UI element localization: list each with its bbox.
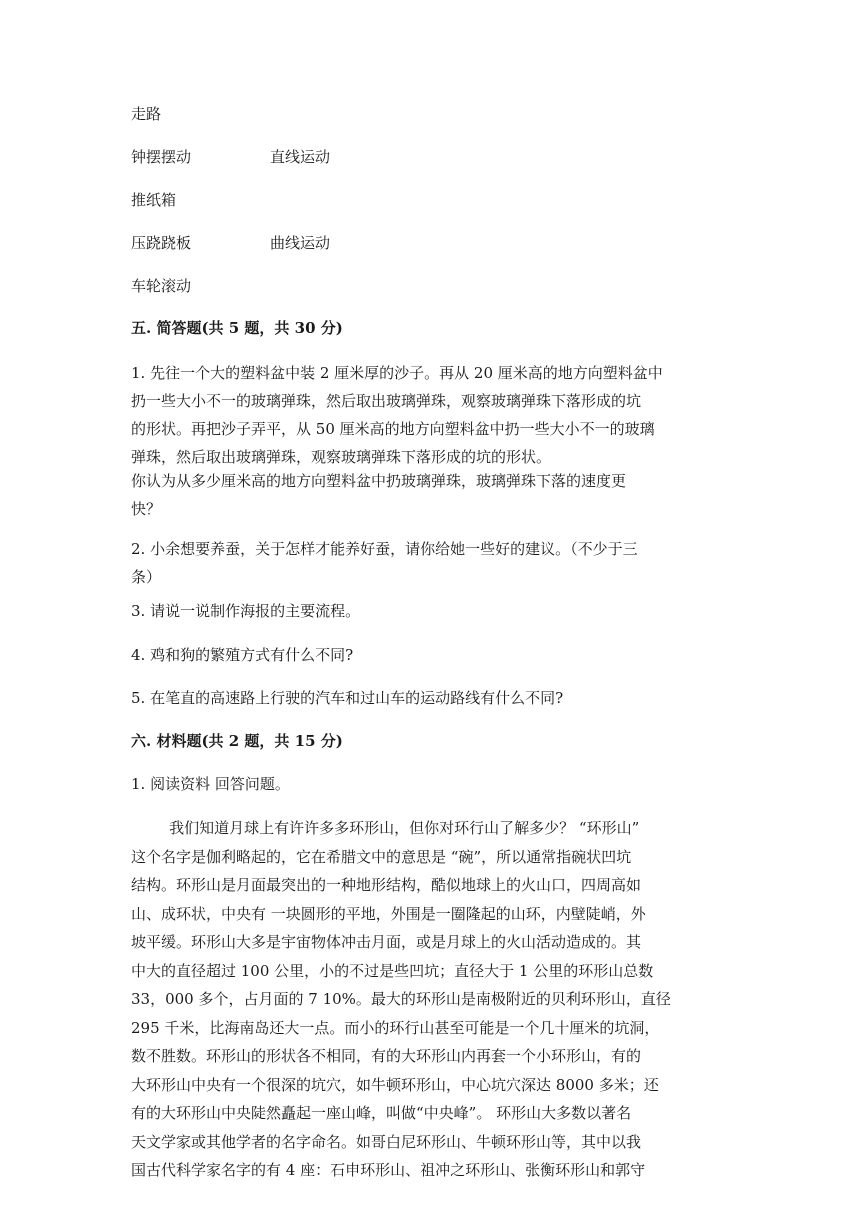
question-line: 的形状。再把沙子弄平，从 50 厘米高的地方向塑料盆中扔一些大小不一的玻璃 (131, 420, 655, 438)
question-line: 你认为从多少厘米高的地方向塑料盆中扔玻璃弹珠，玻璃弹珠下落的速度更 (131, 472, 627, 490)
passage-line: 大环形山中央有一个很深的坑穴，如牛顿环形山，中心坑穴深达 8000 多米；还 (131, 1075, 659, 1094)
passage-line: 有的大环形山中央陡然矗起一座山峰，叫做“中央峰”。 环形山大多数以著名 (131, 1104, 632, 1122)
question-2 (131, 535, 731, 591)
section-heading: 五. 简答题(共 5 题，共 30 分) (131, 319, 343, 337)
question-line: 弹珠，然后取出玻璃弹珠，观察玻璃弹珠下落形成的坑的形状。 (131, 448, 552, 466)
question-5: 5. 在笔直的高速路上行驶的汽车和过山车的运动路线有什么不同? (131, 689, 564, 707)
match-right-item: 直线运动 (270, 148, 331, 166)
question-line: 快？ (131, 500, 162, 518)
match-right-item: 曲线运动 (270, 234, 331, 252)
passage-line: 数不胜数。环形山的形状各不相同，有的大环形山内再套一个小环形山，有的 (131, 1047, 642, 1065)
passage-line: 坡平缓。环形山大多是宇宙物体冲击月面，或是月球上的火山活动造成的。其 (131, 933, 642, 951)
match-left-item: 走路 (131, 105, 162, 123)
question-line: 条） (131, 568, 162, 586)
question-1 (131, 359, 731, 471)
question-1-sub (131, 467, 731, 523)
passage-line: 295 千米，比海南岛还大一点。而小的环行山甚至可能是一个几十厘米的坑洞， (131, 1018, 660, 1037)
section-heading: 六. 材料题(共 2 题，共 15 分) (131, 732, 343, 750)
question-line: 2. 小余想要养蚕，关于怎样才能养好蚕，请你给她一些好的建议。（不少于三 (131, 540, 638, 558)
material-question-1: 1. 阅读资料 回答问题。 (131, 775, 290, 793)
passage-line: 中大的直径超过 100 公里，小的不过是些凹坑；直径大于 1 公里的环形山总数 (131, 961, 654, 980)
passage-line: 这个名字是伽利略起的，它在希腊文中的意思是 “碗”，所以通常指碗状凹坑 (131, 847, 632, 866)
passage-line: 我们知道月球上有许许多多环形山，但你对环行山了解多少？ “环形山” (131, 819, 640, 837)
question-4: 4. 鸡和狗的繁殖方式有什么不同? (131, 646, 354, 664)
match-left-item: 钟摆摆动 (131, 148, 192, 166)
match-left-item: 压跷跷板 (131, 234, 192, 252)
reading-passage (131, 814, 731, 1185)
passage-line: 天文学家或其他学者的名字命名。如哥白尼环形山、牛顿环形山等，其中以我 (131, 1132, 642, 1151)
question-3: 3. 请说一说制作海报的主要流程。 (131, 602, 361, 620)
question-line: 扔一些大小不一的玻璃弹珠，然后取出玻璃弹珠，观察玻璃弹珠下落形成的坑 (131, 392, 642, 410)
passage-line: 山、成环状，中央有 一块圆形的平地，外围是一圈隆起的山环，内壁陡峭，外 (131, 904, 646, 923)
passage-line: 结构。环形山是月面最突出的一种地形结构，酷似地球上的火山口，四周高如 (131, 876, 642, 894)
passage-line: 33，000 多个，占月面的 7 10%。最大的环形山是南极附近的贝利环形山，直径 (131, 990, 671, 1008)
match-left-item: 推纸箱 (131, 191, 177, 209)
passage-line: 国古代科学家名字的有 4 座：石申环形山、祖冲之环形山、张衡环形山和郭守 (131, 1161, 646, 1179)
match-left-item: 车轮滚动 (131, 277, 192, 295)
question-line: 1. 先往一个大的塑料盆中装 2 厘米厚的沙子。再从 20 厘米高的地方向塑料盆中 (131, 364, 663, 382)
